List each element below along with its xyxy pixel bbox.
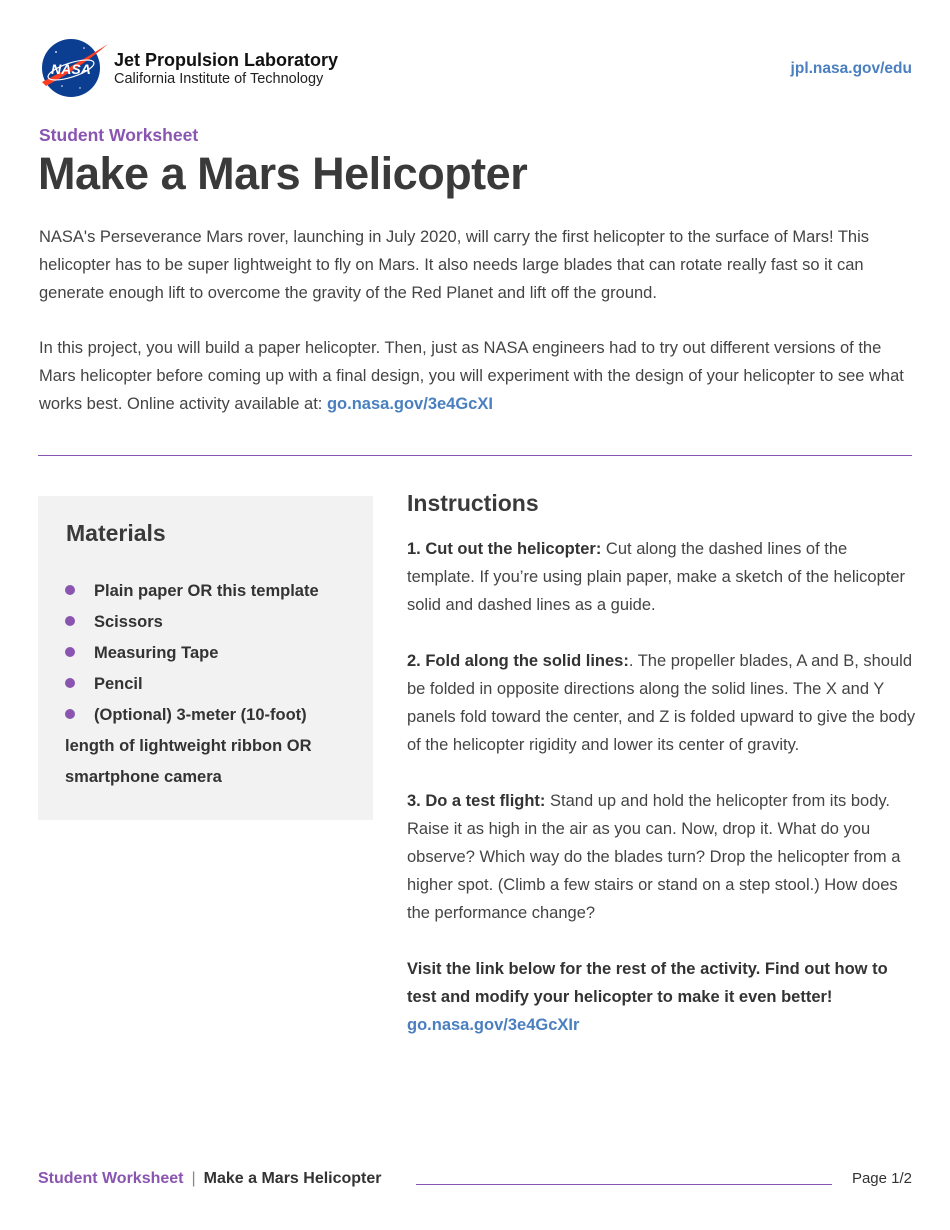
materials-item: Plain paper OR this template	[65, 576, 355, 607]
online-activity-link[interactable]: go.nasa.gov/3e4GcXI	[326, 395, 493, 413]
materials-box	[38, 496, 373, 820]
nasa-logo	[40, 38, 110, 98]
materials-item: Scissors	[65, 607, 355, 638]
bullet-icon	[65, 647, 75, 657]
instructions-heading: Instructions	[407, 490, 539, 516]
org-block	[114, 50, 338, 88]
materials-list	[65, 576, 355, 793]
section-divider	[38, 455, 912, 456]
worksheet-kicker: Student Worksheet	[39, 125, 199, 145]
org-name: Jet Propulsion Laboratory	[114, 50, 339, 70]
materials-item: Pencil	[65, 669, 355, 700]
svg-text:NASA: NASA	[51, 61, 91, 77]
site-link[interactable]: jpl.nasa.gov/edu	[790, 60, 912, 77]
bullet-icon	[65, 709, 75, 719]
page-number: Page 1/2	[851, 1170, 912, 1187]
instructions-section	[407, 490, 917, 1039]
materials-heading: Materials	[66, 520, 166, 546]
bullet-icon	[65, 585, 75, 595]
bullet-icon	[65, 616, 75, 626]
instruction-step-1: 1. Cut out the helicopter: Cut along the dashed lines of the template. If you’re using plain paper, make a sketch of the helicopter solid and dashed lines as a guide.	[407, 540, 906, 614]
intro-paragraph-2	[39, 334, 919, 418]
footer-title: Make a Mars Helicopter	[203, 1170, 382, 1187]
visit-callout: Visit the link below for the rest of the activity. Find out how to test and modify your helicopter to make it even better! go.nasa.gov/3e4GcXIr	[407, 960, 888, 1034]
footer-rule	[416, 1184, 832, 1185]
footer-kicker: Student Worksheet	[38, 1170, 184, 1187]
intro-paragraph-1: NASA's Perseverance Mars rover, launching in July 2020, will carry the first helicopter to the surface of Mars! This helicopter has to be super lightweight to fly on Mars. It also needs large blades that can rotate really fast so it can generate enough lift to overcome the gravity of the Red Planet and lift off the ground.	[39, 228, 870, 302]
materials-item: Measuring Tape	[65, 638, 355, 669]
rest-of-activity-link[interactable]: go.nasa.gov/3e4GcXIr	[407, 1016, 580, 1034]
instruction-step-3: 3. Do a test flight: Stand up and hold the helicopter from its body. Raise it as high in the air as you can. Now, drop it. What do you observe? Which way do the blades turn? Drop the helicopter from a higher spot. (Climb a few stairs or stand on a step stool.) How does the performance change?	[407, 792, 901, 922]
materials-item: (Optional) 3-meter (10-foot) length of lightweight ribbon OR smartphone camera	[65, 706, 312, 786]
page-footer	[38, 1170, 912, 1194]
org-subtitle: California Institute of Technology	[114, 71, 324, 87]
footer-separator: |	[191, 1170, 196, 1187]
page-title: Make a Mars Helicopter	[38, 148, 528, 199]
bullet-icon	[65, 678, 75, 688]
instruction-step-2: 2. Fold along the solid lines:. The propeller blades, A and B, should be folded in opposite directions along the solid lines. The X and Y panels fold toward the center, and Z is folded upward to give the body of the helicopter rigidity and lower its center of gravity.	[407, 652, 916, 754]
intro-paragraph-2-text: In this project, you will build a paper helicopter. Then, just as NASA engineers had to try out different versions of the Mars helicopter before coming up with a final design, you will experiment with the design of your helicopter to see what works best. Online activity available at:	[39, 339, 904, 413]
